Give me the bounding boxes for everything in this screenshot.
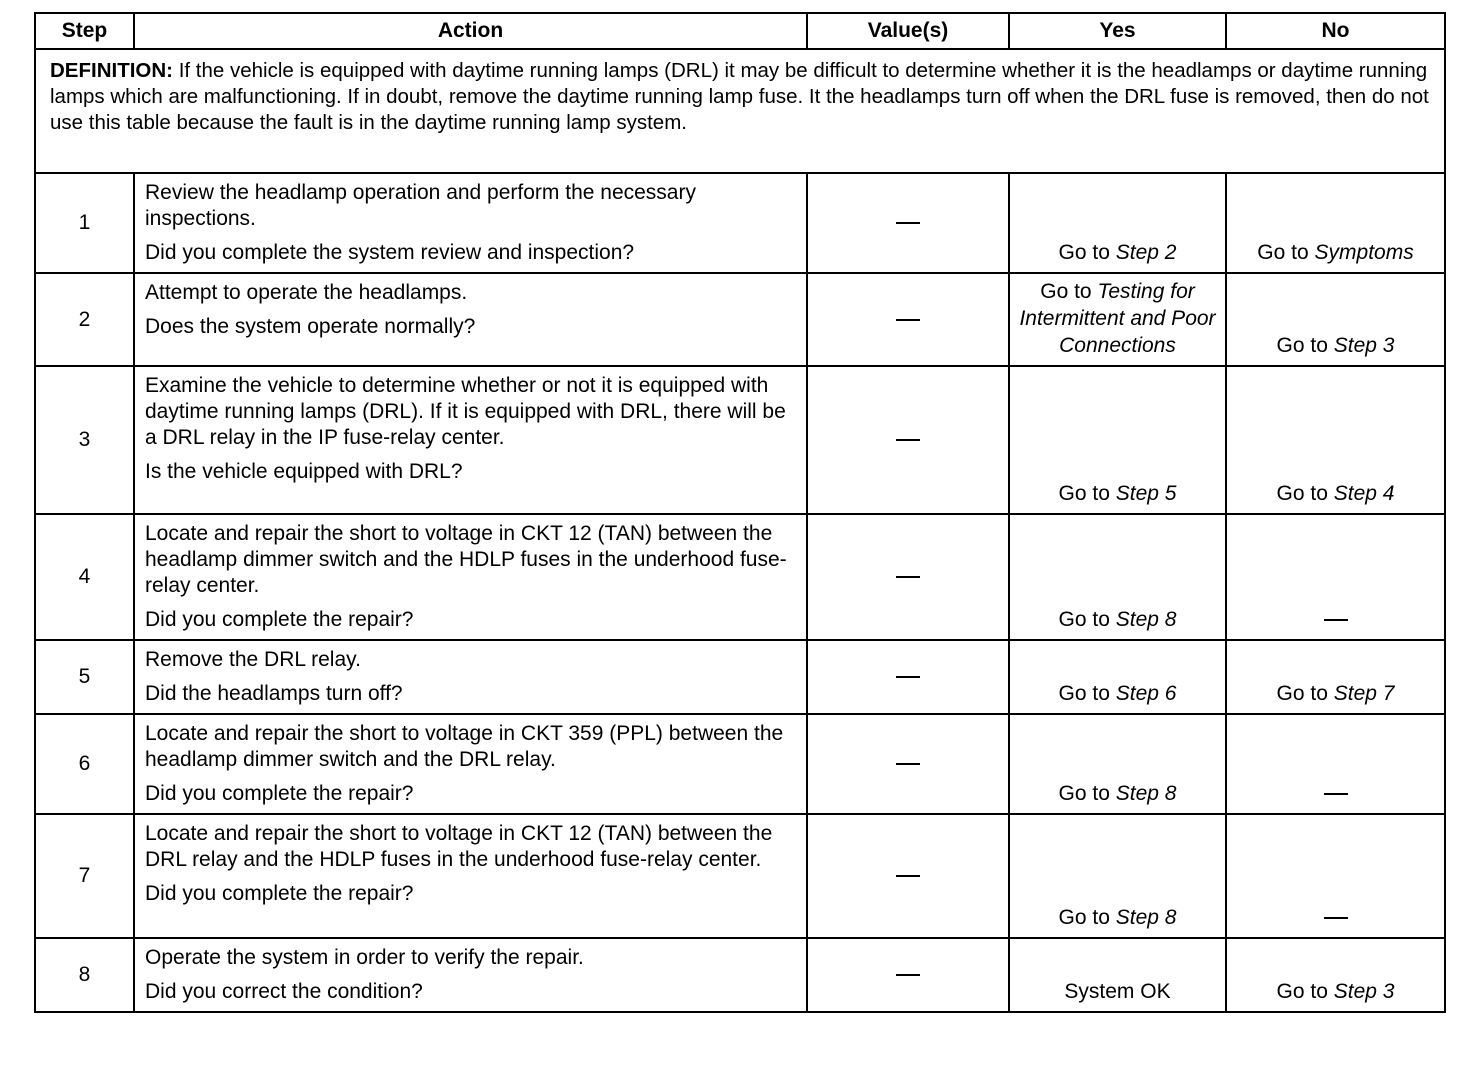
yes-cell	[1009, 514, 1226, 640]
no-link[interactable]: Symptoms	[1314, 241, 1414, 264]
action-question: Is the vehicle equipped with DRL?	[145, 460, 463, 483]
yes-cell	[1009, 366, 1226, 514]
value-dash	[896, 676, 920, 678]
value-dash	[896, 576, 920, 578]
no-link[interactable]: Step 3	[1333, 980, 1395, 1003]
yes-prefix: Go to	[1058, 608, 1110, 631]
no-prefix: Go to	[1276, 334, 1328, 357]
action-text: Attempt to operate the headlamps.	[145, 281, 468, 304]
yes-link[interactable]: Step 5	[1115, 482, 1177, 505]
header-step: Step	[35, 13, 134, 49]
step-number: 3	[35, 366, 134, 514]
action-question: Did you complete the repair?	[145, 782, 414, 805]
no-prefix: Go to	[1276, 482, 1328, 505]
table-row	[35, 714, 1445, 814]
value-dash	[896, 763, 920, 765]
yes-prefix: Go to	[1058, 482, 1110, 505]
yes-link[interactable]: Step 6	[1115, 682, 1177, 705]
value-cell	[807, 273, 1009, 366]
no-cell	[1226, 938, 1445, 1012]
no-cell	[1226, 640, 1445, 714]
action-cell	[134, 714, 807, 814]
yes-prefix: Go to	[1058, 906, 1110, 929]
yes-prefix: Go to	[1058, 782, 1110, 805]
step-number: 4	[35, 514, 134, 640]
value-cell	[807, 514, 1009, 640]
table-row	[35, 814, 1445, 938]
yes-prefix: Go to	[1058, 241, 1110, 264]
no-prefix: Go to	[1276, 980, 1328, 1003]
no-cell	[1226, 366, 1445, 514]
yes-prefix: Go to	[1040, 280, 1092, 303]
value-dash	[896, 875, 920, 877]
diagnostic-table	[34, 12, 1446, 1013]
yes-link[interactable]: Step 8	[1115, 782, 1177, 805]
yes-cell	[1009, 640, 1226, 714]
action-text: Remove the DRL relay.	[145, 648, 361, 671]
no-link[interactable]: Step 7	[1333, 682, 1395, 705]
action-question: Did you correct the condition?	[145, 980, 423, 1003]
no-prefix: Go to	[1276, 682, 1328, 705]
no-prefix: Go to	[1257, 241, 1309, 264]
yes-text: System OK	[1064, 980, 1171, 1003]
header-yes: Yes	[1009, 13, 1226, 49]
definition-text: If the vehicle is equipped with daytime running lamps (DRL) it may be difficult to determine whether it is the headlamps or daytime running lamps which are malfunctioning. If in doubt, remove the daytime running lamp fuse. It the headlamps turn off when the DRL fuse is removed, then do not use this table because the fault is in the daytime running lamp system.	[50, 59, 1429, 134]
action-cell	[134, 273, 807, 366]
action-text: Examine the vehicle to determine whether or not it is equipped with daytime running lamps (DRL). If it is equipped with DRL, there will be a DRL relay in the IP fuse-relay center.	[145, 374, 786, 449]
table-row	[35, 173, 1445, 273]
action-cell	[134, 366, 807, 514]
table-row	[35, 514, 1445, 640]
value-cell	[807, 814, 1009, 938]
action-cell	[134, 938, 807, 1012]
header-no: No	[1226, 13, 1445, 49]
action-question: Did you complete the system review and inspection?	[145, 241, 635, 264]
action-question: Did you complete the repair?	[145, 882, 414, 905]
step-number: 5	[35, 640, 134, 714]
yes-link[interactable]: Step 8	[1115, 906, 1177, 929]
action-text: Locate and repair the short to voltage in CKT 12 (TAN) between the DRL relay and the HDLP fuses in the underhood fuse-relay center.	[145, 822, 773, 871]
value-cell	[807, 366, 1009, 514]
value-cell	[807, 640, 1009, 714]
no-link[interactable]: Step 4	[1333, 482, 1395, 505]
no-cell	[1226, 514, 1445, 640]
value-cell	[807, 714, 1009, 814]
action-cell	[134, 514, 807, 640]
yes-cell	[1009, 814, 1226, 938]
step-number: 8	[35, 938, 134, 1012]
no-dash	[1324, 793, 1348, 795]
header-action: Action	[134, 13, 807, 49]
definition-label: DEFINITION:	[50, 59, 173, 82]
step-number: 2	[35, 273, 134, 366]
definition-row	[35, 49, 1445, 173]
table-row	[35, 640, 1445, 714]
value-cell	[807, 938, 1009, 1012]
table-row	[35, 366, 1445, 514]
header-row	[35, 13, 1445, 49]
value-dash	[896, 974, 920, 976]
action-cell	[134, 640, 807, 714]
action-question: Did the headlamps turn off?	[145, 682, 403, 705]
action-text: Review the headlamp operation and perform the necessary inspections.	[145, 181, 696, 230]
action-text: Operate the system in order to verify the repair.	[145, 946, 584, 969]
action-text: Locate and repair the short to voltage in CKT 359 (PPL) between the headlamp dimmer switch and the DRL relay.	[145, 722, 784, 771]
step-number: 7	[35, 814, 134, 938]
action-question: Did you complete the repair?	[145, 608, 414, 631]
value-dash	[896, 439, 920, 441]
no-cell	[1226, 173, 1445, 273]
no-cell	[1226, 714, 1445, 814]
action-cell	[134, 173, 807, 273]
no-dash	[1324, 917, 1348, 919]
no-link[interactable]: Step 3	[1333, 334, 1395, 357]
yes-cell	[1009, 714, 1226, 814]
no-cell	[1226, 814, 1445, 938]
action-cell	[134, 814, 807, 938]
yes-cell	[1009, 273, 1226, 366]
table-row	[35, 938, 1445, 1012]
no-cell	[1226, 273, 1445, 366]
header-values: Value(s)	[807, 13, 1009, 49]
value-dash	[896, 222, 920, 224]
action-question: Does the system operate normally?	[145, 315, 476, 338]
table-row	[35, 273, 1445, 366]
no-dash	[1324, 619, 1348, 621]
yes-cell	[1009, 173, 1226, 273]
value-cell	[807, 173, 1009, 273]
step-number: 1	[35, 173, 134, 273]
yes-link[interactable]: Testing for Intermittent and Poor Connections	[1019, 280, 1216, 357]
definition-cell	[35, 49, 1445, 173]
action-text: Locate and repair the short to voltage in CKT 12 (TAN) between the headlamp dimmer switch and the HDLP fuses in the underhood fuse-relay center.	[145, 522, 787, 597]
yes-prefix: Go to	[1058, 682, 1110, 705]
value-dash	[896, 319, 920, 321]
step-number: 6	[35, 714, 134, 814]
yes-cell	[1009, 938, 1226, 1012]
yes-link[interactable]: Step 2	[1115, 241, 1177, 264]
yes-link[interactable]: Step 8	[1115, 608, 1177, 631]
